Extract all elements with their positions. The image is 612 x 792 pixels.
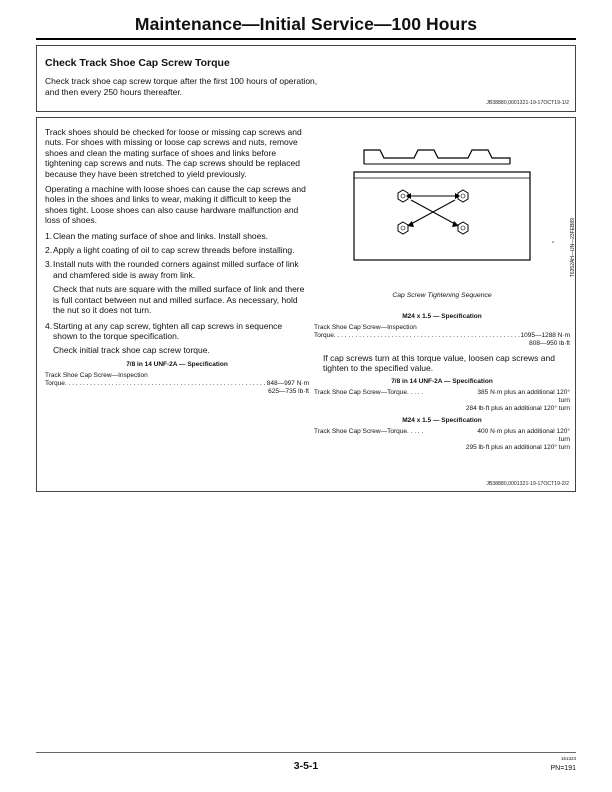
spec-block-right-3	[314, 417, 570, 452]
step-text: Clean the mating surface of shoe and links. Install shoes.	[53, 230, 268, 241]
spec-subheading: Track Shoe Cap Screw—Inspection	[314, 324, 417, 331]
step-number: 1.	[45, 230, 53, 241]
spec-row	[314, 389, 570, 413]
step-item	[45, 231, 309, 241]
section-procedure	[36, 117, 576, 492]
step-item	[45, 321, 309, 342]
page-header	[36, 14, 576, 35]
section-intro: Check track shoe cap screw torque after the first 100 hours of operation, and then every 250 hours thereafter.	[45, 76, 318, 97]
procedure-left-column	[45, 127, 309, 396]
page-title: Maintenance—Initial Service—100 Hours	[134, 14, 478, 34]
spec-value: 400 N·m plus an additional 120°	[477, 427, 570, 435]
step-text: Install nuts with the rounded corners against milled surface of link and chamfered side is away from link.	[53, 259, 299, 280]
spec-subheading: Track Shoe Cap Screw—Inspection	[45, 371, 148, 379]
spec-heading: 7/8 in 14 UNF-2A — Specification	[126, 360, 228, 368]
spec-heading: M24 x 1.5 — Specification	[402, 313, 482, 320]
figure-code: T6352AH—UN—23FEB89	[570, 218, 576, 278]
step-note: Check that nuts are square with the milled surface of link and there is full contact between nut and milled surface. As necessary, hold the nut so it does not turn.	[53, 284, 305, 316]
spec-block-left	[45, 361, 309, 396]
spec-heading: 7/8 in 14 UNF-2A — Specification	[391, 377, 493, 385]
step-note: Check initial track shoe cap screw torque.	[53, 345, 210, 356]
spec-label: Track Shoe Cap Screw—Torque	[314, 388, 407, 396]
leader-dots	[407, 389, 423, 397]
spec-heading: M24 x 1.5 — Specification	[402, 416, 482, 424]
step-number: 4.	[45, 320, 53, 331]
section-check-torque	[36, 45, 576, 112]
spec-row	[314, 332, 570, 340]
spec-label: Track Shoe Cap Screw—Torque	[314, 427, 407, 435]
section-title: Check Track Shoe Cap Screw Torque	[45, 57, 230, 69]
spec-value: 295 lb·ft plus an additional 120° turn	[465, 443, 570, 451]
leader-dots	[407, 428, 423, 436]
spec-value-continued: turn	[558, 396, 570, 404]
footer-code: 161323	[560, 756, 576, 761]
leader-dots	[65, 380, 267, 388]
spec-row	[45, 380, 309, 388]
step-number: 3.	[45, 259, 53, 270]
leader-dots	[334, 332, 521, 340]
spec-value: 808—950 lb·ft	[529, 340, 570, 347]
spec-block-right-1	[314, 313, 570, 348]
paragraph: Operating a machine with loose shoes can cause the cap screws and holes in the shoes and links to wear, making it difficult to keep the shoes tight. Loose shoes can also cause hardware malfunction and loss of shoes.	[45, 184, 306, 226]
spec-value: 385 N·m plus an additional 120°	[477, 388, 570, 396]
footer-rule	[36, 752, 576, 753]
spec-value: 848—997 N·m	[266, 379, 309, 387]
paragraph: Track shoes should be checked for loose or missing cap screws and nuts. For shoes with missing or loose cap screws and nuts, remove shoes and clean the mating surface of shoes and links before tightening cap screws and nuts. The cap screws should be replaced because they have been stretched to yield previously.	[45, 127, 302, 179]
step-text: Apply a light coating of oil to cap screw threads before installing.	[53, 245, 295, 256]
reference-code: JB38880,0001321-19-17OCT19-1/2	[486, 100, 569, 106]
spec-value-continued: turn	[558, 435, 570, 443]
header-rule	[36, 38, 576, 40]
step-number: 2.	[45, 245, 53, 256]
spec-value: 1095—1288 N·m	[520, 332, 570, 339]
spec-value: 625—735 lb·ft	[268, 387, 309, 395]
spec-label: Torque	[314, 332, 334, 339]
spec-value: 284 lb·ft plus an additional 120° turn	[465, 404, 570, 412]
figure-caption: Cap Screw Tightening Sequence	[392, 292, 492, 299]
track-shoe-diagram	[314, 138, 570, 288]
spec-label: Torque	[45, 379, 65, 387]
procedure-steps	[45, 231, 309, 281]
step-text: Starting at any cap screw, tighten all cap screws in sequence shown to the torque specification.	[53, 320, 283, 341]
reference-code: JB38880,0001321-19-17OCT19-2/2	[486, 481, 569, 487]
footer-pn: PN=191	[550, 765, 576, 772]
page-number: 3-5-1	[293, 760, 319, 772]
torque-note: If cap screws turn at this torque value, loosen cap screws and tighten to the specified value.	[323, 353, 555, 374]
step-item	[45, 245, 309, 255]
step-item	[45, 259, 309, 280]
procedure-right-column	[314, 138, 576, 452]
spec-row	[314, 428, 570, 452]
tightening-sequence-figure	[314, 138, 576, 288]
spec-block-right-2	[314, 378, 570, 413]
procedure-steps	[45, 321, 309, 342]
